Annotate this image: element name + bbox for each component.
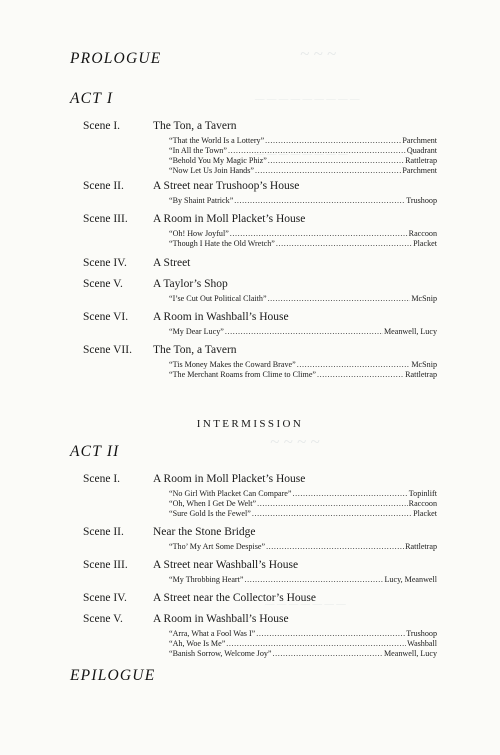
song-title: “Tho’ My Art Some Despise”: [169, 542, 266, 551]
song-line: [169, 489, 437, 499]
prologue-heading: PROLOGUE: [70, 50, 162, 67]
scene-title: The Ton, a Tavern: [153, 120, 237, 132]
leader-dots: [257, 499, 408, 509]
scene-label: Scene VI.: [83, 311, 129, 323]
leader-dots: [256, 629, 405, 639]
scene-title: A Street near Trushoop’s House: [153, 180, 300, 192]
song-title: “That the World Is a Lottery”: [169, 136, 265, 145]
song-singer: Meanwell, Lucy: [383, 648, 437, 658]
song-singer: Trushoop: [406, 629, 437, 638]
song-line: [169, 136, 437, 146]
song-singer: Raccoon: [408, 498, 437, 508]
act-one-heading: ACT I: [70, 90, 114, 107]
act1-scene-7: [83, 344, 443, 380]
song-line: [169, 649, 437, 659]
act1-scene-1: [83, 120, 443, 176]
act-two-heading: ACT II: [70, 443, 120, 460]
song-singer: Trushoop: [406, 196, 437, 205]
leader-dots: [230, 229, 408, 239]
scene-label: Scene VII.: [83, 344, 132, 356]
song-line: [169, 229, 437, 239]
scene-label: Scene IV.: [83, 592, 127, 604]
scene-title: The Ton, a Tavern: [153, 344, 237, 356]
song-line: [169, 327, 437, 337]
song-singer: Rattletrap: [405, 369, 437, 379]
song-singer: Washball: [407, 638, 437, 648]
scene-label: Scene I.: [83, 120, 121, 132]
act1-scene-5: [83, 278, 443, 304]
song-title: “In All the Town”: [169, 145, 227, 155]
scene-title: A Taylor’s Shop: [153, 278, 228, 290]
song-title: “Now Let Us Join Hands”: [169, 165, 254, 175]
song-singer: Lucy, Meanwell: [384, 575, 437, 584]
song-singer: McSnip: [411, 360, 437, 369]
song-title: “Tis Money Makes the Coward Brave”: [169, 360, 296, 369]
song-line: [169, 360, 437, 370]
leader-dots: [244, 575, 383, 585]
bleed-through-text: — — — — — — — — —: [255, 95, 360, 105]
leader-dots: [225, 327, 383, 337]
song-title: “No Girl With Placket Can Compare”: [169, 489, 292, 498]
scene-title: A Room in Washball’s House: [153, 613, 289, 625]
song-title: “My Throbbing Heart”: [169, 575, 244, 584]
song-line: [169, 156, 437, 166]
scene-title: Near the Stone Bridge: [153, 526, 256, 538]
leader-dots: [226, 639, 406, 649]
scene-title: A Street: [153, 257, 191, 269]
song-singer: McSnip: [411, 294, 437, 303]
epilogue-heading: EPILOGUE: [70, 667, 156, 684]
song-line: [169, 629, 437, 639]
song-title: “The Merchant Roams from Clime to Clime”: [169, 369, 316, 379]
song-singer: Rattletrap: [405, 542, 437, 551]
song-singer: Meanwell, Lucy: [383, 327, 437, 336]
song-title: “Oh! How Joyful”: [169, 229, 229, 238]
leader-dots: [255, 166, 401, 176]
song-line: [169, 542, 437, 552]
song-singer: Placket: [413, 508, 437, 518]
act1-scene-4: [83, 257, 443, 271]
scene-label: Scene I.: [83, 473, 121, 485]
intermission-heading: INTERMISSION: [196, 418, 304, 430]
act1-scene-2: [83, 180, 443, 206]
song-title: “My Dear Lucy”: [169, 327, 224, 336]
song-line: [169, 146, 437, 156]
song-singer: Parchment: [402, 165, 437, 175]
scene-label: Scene V.: [83, 613, 123, 625]
scene-label: Scene III.: [83, 213, 128, 225]
song-singer: Quadrant: [406, 145, 437, 155]
leader-dots: [252, 509, 412, 519]
song-line: [169, 575, 437, 585]
song-line: [169, 639, 437, 649]
scene-title: A Room in Moll Placket’s House: [153, 213, 306, 225]
song-title: “Ah, Woe Is Me”: [169, 638, 226, 648]
song-title: “Oh, When I Get De Welt”: [169, 498, 257, 508]
leader-dots: [273, 649, 383, 659]
song-line: [169, 509, 437, 519]
song-title: “Sure Gold Is the Fewel”: [169, 508, 251, 518]
leader-dots: [265, 136, 401, 146]
leader-dots: [297, 360, 411, 370]
leader-dots: [268, 294, 411, 304]
scene-title: A Street near Washball’s House: [153, 559, 299, 571]
song-singer: Parchment: [402, 136, 437, 145]
song-title: “By Shaint Patrick”: [169, 196, 234, 205]
scene-title: A Room in Moll Placket’s House: [153, 473, 306, 485]
leader-dots: [292, 489, 407, 499]
song-singer: Topinlift: [408, 489, 437, 498]
song-line: [169, 370, 437, 380]
song-line: [169, 166, 437, 176]
song-singer: Rattletrap: [405, 155, 437, 165]
song-singer: Placket: [413, 238, 437, 248]
scene-label: Scene IV.: [83, 257, 127, 269]
scene-title: A Street near the Collector’s House: [153, 592, 316, 604]
scene-label: Scene II.: [83, 180, 124, 192]
act2-scene-1: [83, 473, 443, 519]
act2-scene-2: [83, 526, 443, 552]
leader-dots: [317, 370, 404, 380]
leader-dots: [266, 542, 404, 552]
bleed-through-text: ~ ~ ~ ~: [270, 432, 320, 451]
leader-dots: [268, 156, 404, 166]
song-singer: Raccoon: [408, 229, 437, 238]
song-line: [169, 499, 437, 509]
song-line: [169, 239, 437, 249]
song-title: “Though I Hate the Old Wretch”: [169, 238, 275, 248]
bleed-through-text: ~ ~ ~: [300, 44, 337, 63]
song-title: “Arra, What a Fool Was I”: [169, 629, 256, 638]
scene-label: Scene II.: [83, 526, 124, 538]
bleed-through-text: — — — — — — — —: [255, 150, 348, 160]
scene-label: Scene III.: [83, 559, 128, 571]
act2-scene-5: [83, 613, 443, 659]
act1-scene-6: [83, 311, 443, 337]
song-title: “Banish Sorrow, Welcome Joy”: [169, 648, 272, 658]
act2-scene-4: [83, 592, 443, 606]
song-title: “Behold You My Magic Phiz”: [169, 155, 267, 165]
leader-dots: [276, 239, 412, 249]
bleed-through-text: — — — — — — —: [265, 600, 346, 610]
leader-dots: [228, 146, 406, 156]
act1-scene-3: [83, 213, 443, 249]
scene-title: A Room in Washball’s House: [153, 311, 289, 323]
leader-dots: [234, 196, 405, 206]
scene-label: Scene V.: [83, 278, 123, 290]
song-title: “I’se Cut Out Political Claith”: [169, 294, 267, 303]
song-line: [169, 294, 437, 304]
song-line: [169, 196, 437, 206]
act2-scene-3: [83, 559, 443, 585]
